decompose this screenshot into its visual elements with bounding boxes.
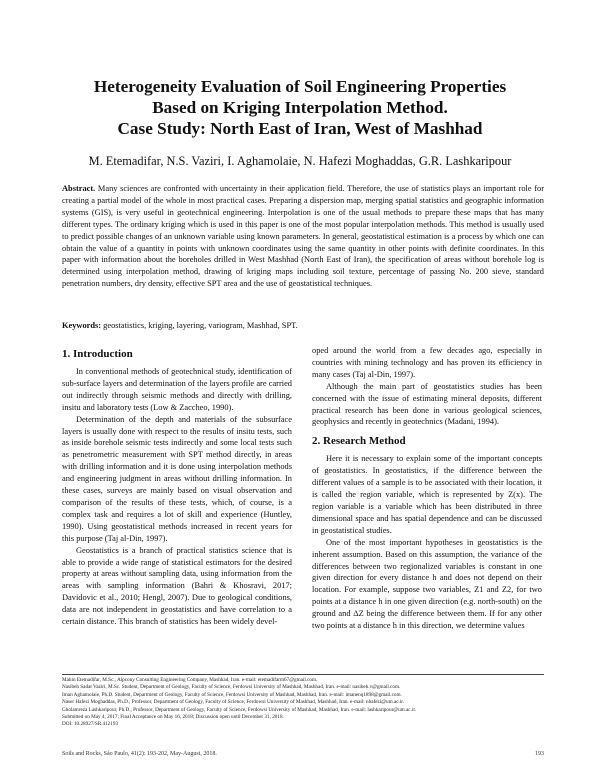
- footnote: Nasibeh Sadat Vaziri, M.Sc. Student, Department of Geology, Faculty of Science, Ferdowsi University of Mashhad, Mashhad, Iran. e-mail: nasibeh.v@gmail.com.: [62, 684, 401, 691]
- section-heading-research-method: 2. Research Method: [312, 435, 406, 448]
- intro-paragraph-4: Although the main part of geostatistics studies has been concerned with the issue of estimating mineral deposits, different practical research has been done in various geological sciences, geophysics and recently in geotechnics (Madani, 1994).: [312, 381, 542, 427]
- title-line-2: Based on Kriging Interpolation Method.: [152, 98, 448, 117]
- abstract: [62, 183, 544, 290]
- keywords: [62, 320, 544, 332]
- author-footnotes: [62, 674, 544, 729]
- footnote: Gholamreza Lashkaripour, Ph.D., Professor, Department of Geology, Faculty of Science, Ferdowsi University of Mashhad, Mashhad, Iran. e-mail: lashkaripour@um.ac.ir.: [62, 706, 417, 713]
- keywords-text: geostatistics, kriging, layering, variogram, Mashhad, SPT.: [103, 321, 298, 330]
- method-paragraph-2: One of the most important hypotheses in geostatistics is the inherent assumption. Based on this assumption, the variance of the differences between two regionalized variables is constant in one given direction for every distance h and does not depend on their location. For example, suppose two variables, Z1 and Z2, for two points at a distance h in one given direction (e.g. north-south) on the ground and ΔZ being the difference between them. If for any other two points at a distance h in this direction, we determine values: [312, 537, 542, 631]
- intro-paragraph-3: Geostatistics is a branch of practical statistics science that is able to provide a wide range of statistical estimators for the desired property at areas without sampling data, using information from the areas with sampling information (Bahri & Khosravi, 2017; Davidovic et al., 2010; Hengl, 2007). Due to geological conditions, data are not independent in geostatistics and have correlation to a certain distance. This branch of statistics has been widely devel-: [62, 545, 292, 627]
- title-line-3: Case Study: North East of Iran, West of Mashhad: [117, 119, 483, 138]
- title-line-1: Heterogeneity Evaluation of Soil Engineering Properties: [93, 77, 507, 96]
- footnote: Submitted on May 4, 2017; Final Acceptance on May 16, 2018; Discussion open until December 31, 2018.: [62, 714, 284, 721]
- paper-title: [40, 76, 560, 139]
- intro-paragraph-2: Determination of the depth and materials of the subsurface layers is usually done with respect to the results of insitu tests, such as inside borehole seismic tests indirectly and some local tests such as penetrometric measurement with SPT method directly, in areas with drilling information and it is done using interpolation methods and engineering judgment in areas without drilling information. In these cases, surveys are mainly based on visual observation and comparison of the results of these tests, which, of course, is a complex task and requires a lot of skill and experience (Huntley, 1990). Using geostatistical methods increased in recent years for this purpose (Taj al-Din, 1997).: [62, 414, 292, 543]
- footnote: DOI: 10.28927/SR.412193: [62, 721, 119, 728]
- page-number: 193: [535, 751, 544, 757]
- method-paragraph-1: Here it is necessary to explain some of the important concepts of geostatistics. In geostatistics, if the difference between the different values of a sample is to be associated with their location, it is called the region variable, which is represented by Z(x). The region variable is a variable which has been distributed in three dimensional space and has spatial dependence and can be discussed in geostatistical studies.: [312, 454, 542, 535]
- intro-paragraph-1: In conventional methods of geotechnical study, identification of sub-surface layers and determination of the layers profile are carried out indirectly through seismic methods and directly with drilling, insitu and laboratory tests (Low & Zaccheo, 1990).: [62, 367, 292, 412]
- footnote: Mahin Etemadifar, M.Sc., Alpcony Consulting Engineering Company, Mashhad, Iran. e-mail: etemadifarm67@gmail.com.: [62, 677, 318, 683]
- keywords-label: Keywords:: [62, 321, 102, 330]
- abstract-label: Abstract.: [62, 184, 96, 193]
- abstract-text: Many sciences are confronted with uncertainty in their application field. Therefore, the use of statistics plays an important role for creating a partial model of the whole in most practical cases. Preparing a dispersion map, merging spatial statistics and geographic information systems (GIS), is very useful in geotechnical engineering. Interpolation is one of the usual methods to prepare these maps that has many different types. The ordinary kriging which is used in this paper is one of the most popular interpolation methods. This method is usually used to predict possible changes of an unknown variable using known parameters. In general, geostatistical estimation is a process by which one can obtain the value of a quantity in points with unknown coordinates using the same quantity in other points with definite coordinates. In this paper with information about the boreholes drilled in West Mashhad (North East of Iran), the specification of areas without borehole log is determined using interpolation method, drawing of kriging maps including soil texture, percentage of passing No. 200 sieve, standard penetration numbers, dry density, effective SPT area and the use of geostatistical techniques.: [62, 184, 545, 289]
- journal-citation: Soils and Rocks, São Paulo, 41(2): 193-202, May-August, 2018.: [62, 751, 217, 757]
- footnote: Iman Aghamolaie, Ph.D. Student, Department of Geology, Faculty of Science, Ferdowsi University of Mashhad, Mashhad, Iran. e-mail: imanenq1898@gmail.com.: [62, 691, 402, 698]
- left-column: [62, 347, 292, 628]
- section-heading-introduction: 1. Introduction: [62, 348, 133, 360]
- right-column: [312, 345, 542, 632]
- footnote: Naser Hafezi Moghaddas, Ph.D., Professor, Department of Geology, Faculty of Science, Ferdowsi University of Mashhad, Mashhad, Iran. e-mail: nhafezi@um.ac.ir.: [62, 699, 405, 706]
- page-footer: [62, 751, 544, 757]
- intro-paragraph-continued: oped around the world from a few decades ago, especially in countries with mining technology and has proven its efficiency in many cases (Taj al-Din, 1997).: [312, 346, 542, 379]
- author-list: M. Etemadifar, N.S. Vaziri, I. Aghamolaie, N. Hafezi Moghaddas, G.R. Lashkaripour: [88, 154, 512, 168]
